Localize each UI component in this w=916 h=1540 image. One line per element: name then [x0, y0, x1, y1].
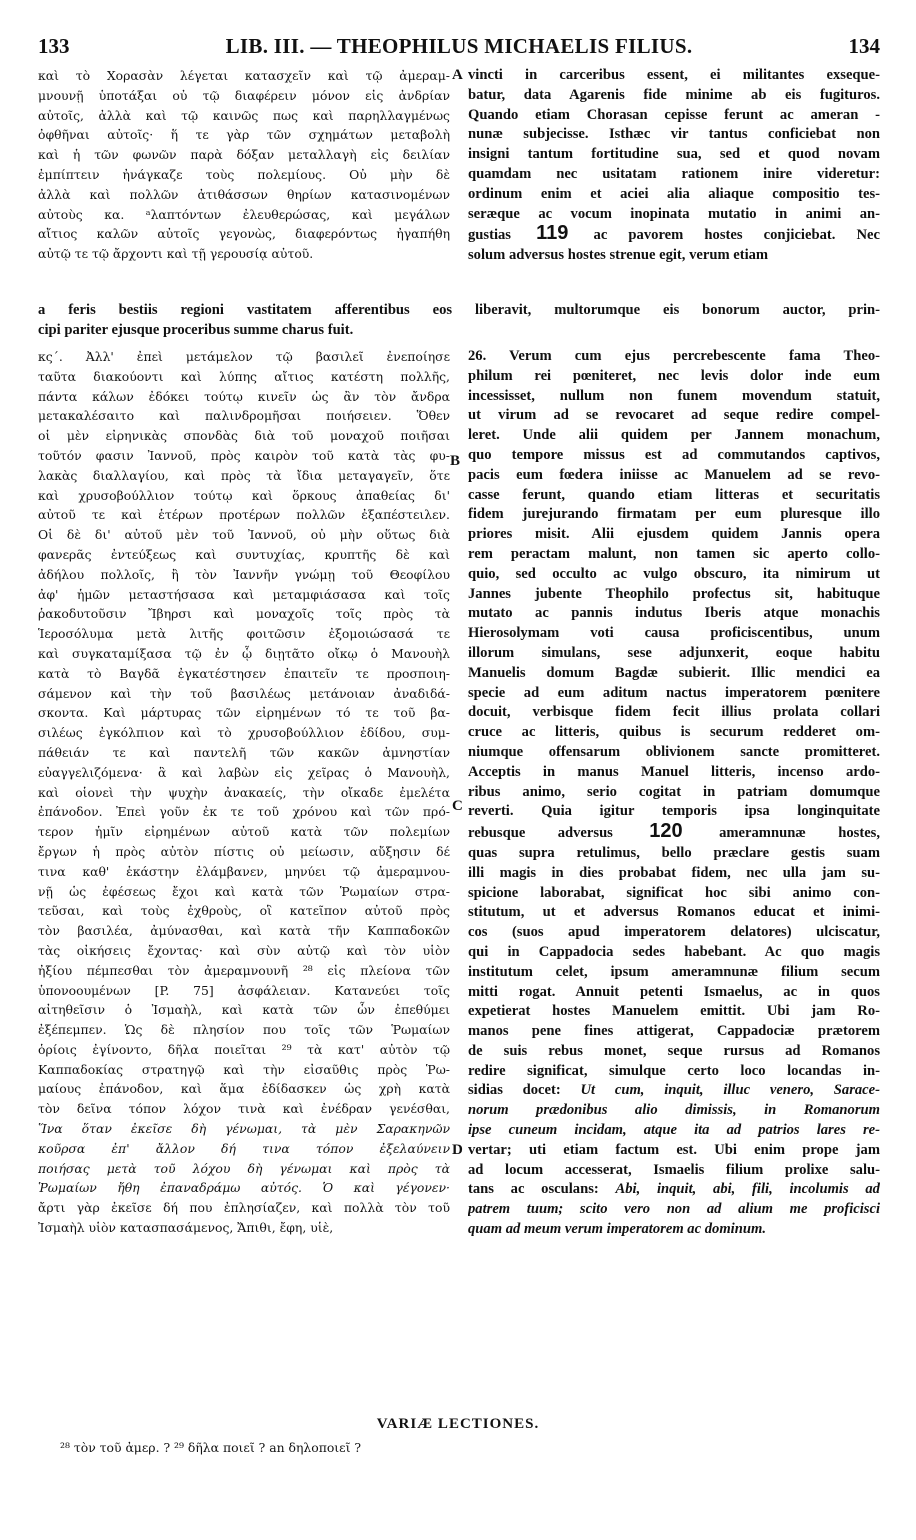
text-line: καὶ συγκαταμίξασα τῷ ἐν ᾧ διῃτᾶτο οἴκῳ ὁ Μανουὴλ [38, 645, 450, 661]
text-line: Καππαδοκίας στρατηγῷ καὶ τὴν εἰσαῦθις πρὸς Ῥω- [38, 1061, 450, 1077]
text-line: νῇ ὡς ἐφέσεως ἔχοι καὶ κατὰ τῶν Ῥωμαίων στρα- [38, 883, 450, 899]
text-line: leret. Unde alii quidem per Jannem monachum, [468, 427, 880, 444]
text-line: Manuelis domum Bagdæ subierit. Illic mendici ea [468, 664, 880, 681]
text-line: norum prædonibus alio dimissis, in Romanorum [468, 1102, 880, 1119]
text-line: αἰτηθεῖσιν ὁ Ἰσμαὴλ, καὶ κατὰ τῶν ὧν ἐπεθύμει [38, 1002, 450, 1018]
text-segment: ameramnunæ hostes, [719, 825, 880, 842]
text-line: a feris bestiis regioni vastitatem afferentibus eos liberavit, multorumque eis bonorum auctor, prin- [38, 302, 880, 318]
text-line: τὰς οἰκήσεις ἔχοντας· καὶ σὺν αὐτῷ καὶ τὸν υἱὸν [38, 942, 450, 958]
text-line: Οἱ δὲ δι' αὐτοῦ μὲν τοῦ Ἰαννοῦ, οὐ μὴν οὕτως διὰ [38, 527, 450, 543]
text-line: quo tempore missus est ad commutandos captivos, [468, 446, 880, 463]
text-line: μετακαλέσαιτο καὶ παλινδρομῆσαι ποιήσειεν. Ὅθεν [38, 408, 450, 424]
text-line: ποιήσας μετὰ τοῦ λόχου δὴ γένωμαι καὶ πρὸς τὰ [38, 1160, 450, 1176]
text-line: τὸν βασιλέα, ἀμύνασθαι, καὶ κατὰ τῆν Καππαδοκῶν [38, 923, 450, 939]
text-line: ταῦτα διακούοντι καὶ λύπης αἴτιος κατέστη πολλῆς, [38, 368, 450, 384]
text-line: solum adversus hostes strenue egit, verum etiam [468, 247, 769, 264]
text-line: priores misit. Alii ejusdem quidem Jannis opera [468, 526, 880, 543]
text-line: φανερᾶς ἐντεύξεως καὶ συντυχίας, κρυπτῆς δὲ καὶ [38, 546, 450, 562]
text-line: qui in Cappadocia sedes habebant. Ac quo magis [468, 943, 880, 960]
text-line: κοῦρσα ἐπ' ἄλλον δή τινα τόπον ἐξελαύνειν [38, 1140, 450, 1156]
text-line: rem peractam malunt, non tamen sic aperto collo- [468, 545, 880, 562]
text-line: αἴτιος καλῶν αὐτοῖς γεγονὼς, διαφερόντως ἠγαπήθη [38, 226, 450, 242]
text-line: σιλέως ἐγκόλπιον καὶ τὸ χρυσοβούλλιον ἐδίδου, συμ- [38, 725, 450, 741]
page-header [38, 34, 880, 62]
text-line: αὐτῷ τε τῷ ἄρχοντι καὶ τῇ γερουσίᾳ αὐτοῦ. [38, 246, 314, 262]
text-line: ὀφθῆναι αὐτοῖς· ἥ τε γὰρ τῶν σχημάτων μεταβολὴ [38, 127, 450, 143]
text-line: τερον ἡμῖν εἰρημένων αὐτοῦ κατὰ τῶν πολεμίων [38, 824, 450, 840]
text-line: λακὰς διαλλαγίου, καὶ πρὸς τὰ ἴδια μεταγαγεῖν, ὅτε [38, 467, 450, 483]
text-segment: tans ac osculans: [468, 1181, 599, 1198]
text-line: spicione laborabat, significat hoc sibi animo con- [468, 884, 880, 901]
page-number-left: 133 [38, 34, 70, 58]
text-segment: 119 [536, 224, 569, 245]
text-line: Jannes jubente Theophilo profectus sit, habituque [468, 585, 880, 602]
text-line: μνουνῇ ὑποτάξαι οὐ τῷ διαφέρειν μόνον εἰς ἀνδρίαν [38, 87, 450, 103]
text-line: ῥακοδυτοῦσιν Ἴβηρσι καὶ μοναχοῖς τοῖς πρὸς τὰ [38, 606, 450, 622]
text-line: insigni tantum fortitudine sua, sed et quod novam [468, 146, 880, 163]
text-line: καὶ τὸ Χορασὰν λέγεται κατασχεῖν καὶ τῷ ἀμεραμ- [38, 68, 450, 83]
text-line: Ῥωμαίων ἤθη ἐπαναδράμω αὐτός. Ὁ καὶ γέγονεν· [38, 1180, 450, 1196]
text-line: σκοντα. Καὶ μάρτυρας τῶν εἰρημένων τό τε τοῦ βα- [38, 705, 450, 721]
text-line: reverti. Quia igitur temporis ipsa longinquitate [468, 803, 880, 820]
text-segment: Ut cum, inquit, illuc venero, Sarace- [580, 1082, 880, 1099]
text-line: Quando etiam Chorasan cepisse ferunt ac ameran - [468, 106, 880, 123]
text-line: ἠξίου πέμπεσθαι τὸν ἀμεραμνουνῆ ²⁸ εἰς πλείονα τῶν [38, 962, 450, 978]
text-line: nunæ subjecisse. Isthæc vir tantus conficiebat non [468, 126, 880, 143]
text-line: quas supra retulimus, bello præclare gestis suam [468, 844, 880, 861]
text-line: fidem jurejurando firmatam per eum pluresque illo [468, 506, 880, 523]
text-line: ἐπάνοδον. Ἐπεὶ γοῦν ἐκ τε τοῦ χρόνου καὶ τῶν πρό- [38, 804, 450, 820]
page-number-right: 134 [848, 34, 880, 58]
variae-lectiones-title: VARIÆ LECTIONES. [376, 1416, 540, 1432]
text-line: ὁρίοις ἐγίνοντο, δῆλα ποιεῖται ²⁹ τὰ κατ' αὐτὸν τῷ [38, 1041, 450, 1057]
text-line: expetierat hostes Manuelem emittit. Ubi jam Ro- [468, 1003, 880, 1020]
text-line: docuit, verbisque fidem fecit illius prolata collari [468, 704, 880, 721]
latin-column-block2 [468, 347, 880, 1240]
text-line: quam ad meum verum imperatorem ac dominum. [468, 1221, 766, 1238]
text-line [468, 1180, 880, 1200]
text-line: 26. Verum cum ejus percrebescente fama Theo- [468, 348, 880, 364]
text-line: cruce ac litteris, quibus is securum redderet om- [468, 724, 880, 741]
text-line: cos (suos apud imperatorem delatores) ulciscatur, [468, 924, 880, 941]
text-line: ἀδήλου πολλοῖς, ἢ τὸν Ἰαννῆν γνώμῃ τοῦ Θεοφίλου [38, 566, 450, 582]
text-line: τὸν δεῖνα τόπον λόχον τινὰ καὶ ἐνέδραν γενέσθαι, [38, 1101, 450, 1117]
text-line: καὶ ἡ τῶν φωνῶν παρὰ δόξαν μεταλλαγὴ εἰς δειλίαν [38, 147, 450, 163]
text-line: αὐτοὺς κα. ᵃλαπτόντων ἐλευθερώσας, καὶ μεγάλων [38, 206, 450, 222]
text-line: αὐτοῖς, ἀλλὰ καὶ τῷ καινῶς πως καὶ παρηλλαγμένως [38, 107, 450, 123]
text-line: ἀφ' ἡμῶν μεταστήσασα καὶ μεταμφιάσασα καὶ τοῖς [38, 586, 450, 602]
text-line: μαίους ἐπάνοδον, καὶ ἅμα ἐδίδασκεν ὡς χρὴ κατὰ [38, 1081, 450, 1097]
text-line: κς΄. Ἀλλ' ἐπεὶ μετάμελον τῷ βασιλεῖ ἐνεποίησε [38, 349, 450, 364]
text-segment: 120 [649, 822, 683, 843]
text-line: patrem tuum; scito vero non ad alium me proficisci [468, 1201, 880, 1218]
text-line: ad locum accesserat, Ismaelis filium prolixe salu- [468, 1161, 880, 1178]
text-line: ὑπονοουμένων [P. 75] ἀσφάλειαν. Κατανεύει τοῖς [38, 982, 450, 998]
margin-letter-c: C [452, 798, 463, 814]
text-line: ipse cuneum incidam, atque ita ad patrios lares re- [468, 1122, 880, 1139]
text-line: ἀλλὰ καὶ πολλῶν ἀτιθάσσων θηρίων κατασινομένων [38, 186, 450, 202]
text-line [468, 822, 880, 844]
text-line: ἄρτι γὰρ ἐκεῖσε δή που ἐπλησίαζεν, καὶ πολλὰ τὸν τοῦ [38, 1200, 450, 1216]
text-line [468, 1081, 880, 1101]
text-line: mitti rogat. Annuit petenti Ismaelus, ac in quos [468, 983, 880, 1000]
text-line: niumque offensarum oblivionem sancte promitteret. [468, 743, 880, 760]
text-line: ribus animo, serio cogitat in patriam domumque [468, 783, 880, 800]
variant-notes: ²⁸ τὸν τοῦ ἀμερ. ? ²⁹ δῆλα ποιεῖ ? an δηλοποιεῖ ? [60, 1440, 362, 1455]
greek-column-block1 [38, 66, 450, 264]
text-line: stitutum, ut et adversus Romanos educat et inimi- [468, 904, 880, 921]
text-line: vertar; uti etiam factum est. Ubi enim prope jam [468, 1141, 880, 1158]
text-line: ordinum enim et aciei alia aliaque compositio tes- [468, 185, 880, 202]
margin-letter-a: A [452, 67, 463, 83]
text-line: καὶ οἱονεὶ τὴν ψυχὴν ἀνακαείς, τὴν οἴκαδε ἐμελέτα [38, 784, 450, 800]
text-line: καὶ χρυσοβούλλιον τούτῳ καὶ ὅρκους ἀπαθείας δι' [38, 487, 450, 503]
text-line [468, 224, 880, 246]
text-line: cipi pariter ejusque proceribus summe charus fuit. [38, 322, 354, 338]
text-line: specie ad eum aditum nactus imperatorem pœnitere [468, 684, 880, 701]
text-line: illi magis in dies probabat fidem, nec ulla jam su- [468, 864, 880, 881]
text-line: quio, sed occulto ac vulgo obscuro, ita nimirum ut [468, 565, 880, 582]
text-line: illorum simulans, sese adjunxerit, eoque habitu [468, 644, 880, 661]
text-line: αὐτοῦ τε καὶ ἑτέρων προτέρων πολλῶν ἐξαπέστειλεν. [38, 507, 450, 523]
text-segment: Abi, inquit, abi, fili, incolumis ad [615, 1181, 880, 1198]
text-line: de suis rebus monet, seque rursus ad Romanos [468, 1042, 880, 1059]
text-line: τινα καθ' ἑκάστην ἐλάμβανεν, μηνύει τῷ ἀμεραμνου- [38, 863, 450, 879]
text-line: redire significat, simulque certo loco locandas in- [468, 1062, 880, 1079]
text-line: Ἱεροσόλυμα μετὰ λιτῆς φοιτῶσιν ἐξομοιώσασά τε [38, 626, 450, 642]
text-line: manos pene fines attigerat, Cappadociæ prætorem [468, 1023, 880, 1040]
text-line: εὐαγγελιζόμενα· ἃ καὶ λαβὼν εἰς χεῖρας ὁ Μανουὴλ, [38, 764, 450, 780]
text-line: Ἵνα ὅταν ἐκεῖσε δὴ γένωμαι, τὰ μὲν Σαρακηνῶν [38, 1121, 450, 1137]
text-line: ut virum ad se revocaret ad seque redire compel- [468, 407, 880, 424]
text-line: institutum celet, ipsum ameramnunæ filium secum [468, 963, 880, 980]
text-segment: gustias [468, 227, 511, 244]
text-line: κατὰ τὸ Βαγδᾶ ἐγκατέστησεν ἐπαιτεῖν τε προσποιη- [38, 665, 450, 681]
running-title: LIB. III. — THEOPHILUS MICHAELIS FILIUS. [225, 34, 693, 58]
text-line: philum rei pœniteret, nec levis dolor inde eum [468, 367, 880, 384]
text-line: οἱ μὲν εἰρηνικὰς σπονδὰς διὰ τοῦ μοναχοῦ ποιῆσαι [38, 428, 450, 444]
text-line: τεῦσαι, καὶ τοὺς ἐχθροὺς, οἳ κατεῖπον αὐτοῦ πρὸς [38, 903, 450, 919]
text-line: pacis eum fœdera iniisse ac Manuelem ad se revo- [468, 466, 880, 483]
latin-column-block1 [468, 66, 880, 266]
latin-full-width-lines [38, 300, 880, 340]
text-line: πάθειάν τε καὶ παντελῆ τῶν κακῶν ἀμνηστίαν [38, 744, 450, 760]
text-line: Hierosolymam voti causa proficiscentibus, unum [468, 625, 880, 642]
text-line: ἐμπίπτειν ἠνάγκαζε τοὺς πολεμίους. Οὐ μὴν δὲ [38, 166, 450, 182]
text-line: casse ferunt, quando etiam litteras et securitatis [468, 486, 880, 503]
text-line: ἔργων ἡ πρὸς αὐτὸν πίστις οὐ μείωσιν, αὔξησιν δέ [38, 843, 450, 859]
text-line: Acceptis in manus Manuel litteris, incenso ardo- [468, 763, 880, 780]
text-line: seræque ac vocum inopinata mutatio in animi an- [468, 205, 880, 222]
text-line: batur, data Agarenis fide minime ab eis fugituros. [468, 86, 880, 103]
text-line: σάμενον καὶ τὴν τοῦ βασιλέως μετάνοιαν ἀναδιδά- [38, 685, 450, 701]
text-line: ἐξέπεμπεν. Ὡς δὲ πλησίον που τοῖς τῶν Ῥωμαίων [38, 1022, 450, 1038]
text-line: quamdam nec usitatam rationem inire videretur: [468, 165, 880, 182]
margin-letter-d: D [452, 1142, 463, 1158]
text-segment: rebusque adversus [468, 825, 613, 842]
text-line: πάντα κάλων ἐδόκει τούτῳ κινεῖν ὡς ἂν τὸν ἄνδρα [38, 388, 450, 404]
margin-letter-b: B [450, 453, 461, 469]
text-segment: sidias docet: [468, 1082, 561, 1099]
greek-column-block2 [38, 347, 450, 1238]
text-line: incessisset, nullum non funem movendum statuit, [468, 387, 880, 404]
text-line: Ἰσμαὴλ υἱὸν κατασπασάμενος, Ἄπιθι, ἔφη, υἱὲ, [38, 1220, 334, 1236]
text-line: mutato ac pannis indutus Iberis atque monachis [468, 605, 880, 622]
text-line: vincti in carceribus essent, ei militantes exseque- [468, 67, 880, 83]
text-segment: ac pavorem hostes conjiciebat. Nec [593, 227, 880, 244]
text-line: τοῦτόν φασιν Ἰαννοῦ, πρὸς καιρὸν τοῦ κατὰ τὰς φυ- [38, 447, 450, 463]
